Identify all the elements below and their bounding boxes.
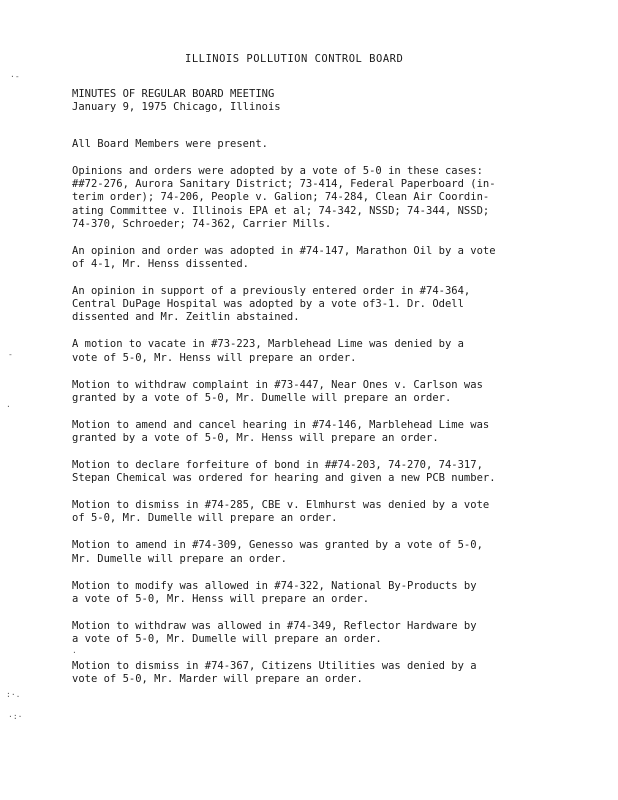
paragraph-line: ating Committee v. Illinois EPA et al; 74-342, NSSD; 74-344, NSSD; (72, 204, 490, 217)
paragraph-line: a vote of 5-0, Mr. Dumelle will prepare an order. (72, 633, 382, 646)
minutes-paragraph (72, 499, 592, 525)
heading-line: January 9, 1975 Chicago, Illinois (72, 101, 281, 113)
paragraph-line: Central DuPage Hospital was adopted by a vote of3-1. Dr. Odell (72, 298, 464, 311)
margin-speck: - (8, 350, 13, 359)
paragraph-line: a vote of 5-0, Mr. Henss will prepare an order. (72, 592, 370, 605)
minutes-paragraph (72, 165, 592, 231)
margin-speck: · (72, 648, 77, 657)
paragraph-line: Motion to dismiss in #74-285, CBE v. Elmhurst was denied by a vote (72, 499, 490, 512)
paragraph-line: 74-370, Schroeder; 74-362, Carrier Mills. (72, 217, 332, 230)
paragraph-line: vote of 5-0, Mr. Henss will prepare an order. (72, 351, 357, 364)
paragraph-line: granted by a vote of 5-0, Mr. Dumelle will prepare an order. (72, 391, 452, 404)
paragraph-line: Motion to dismiss in #74-367, Citizens Utilities was denied by a (72, 660, 477, 673)
paragraph-line: of 4-1, Mr. Henss dissented. (72, 258, 250, 271)
paragraph-line: Motion to amend and cancel hearing in #74-146, Marblehead Lime was (72, 418, 490, 431)
paragraph-line: of 5-0, Mr. Dumelle will prepare an order. (72, 512, 338, 525)
paragraph-line: ##72-276, Aurora Sanitary District; 73-414, Federal Paperboard (in- (72, 178, 496, 191)
paragraph-line: Motion to amend in #74-309, Genesso was granted by a vote of 5-0, (72, 539, 483, 552)
paragraph-line: All Board Members were present. (72, 138, 268, 150)
minutes-paragraph (72, 660, 592, 686)
paragraph-line: vote of 5-0, Mr. Marder will prepare an order. (72, 673, 363, 686)
paragraph-line: granted by a vote of 5-0, Mr. Henss will prepare an order. (72, 432, 439, 445)
paragraph-line: An opinion in support of a previously entered order in #74-364, (72, 285, 471, 298)
paragraph-line: Motion to withdraw complaint in #73-447, Near Ones v. Carlson was (72, 378, 483, 391)
paragraph-line: Motion to declare forfeiture of bond in ##74-203, 74-270, 74-317, (72, 459, 483, 472)
minutes-body (72, 138, 592, 700)
heading-line: MINUTES OF REGULAR BOARD MEETING (72, 88, 275, 100)
document-title: ILLINOIS POLLUTION CONTROL BOARD (185, 53, 404, 65)
minutes-paragraph (72, 379, 592, 405)
paragraph-line: A motion to vacate in #73-223, Marblehead Lime was denied by a (72, 338, 464, 351)
margin-speck: :·. (6, 690, 21, 699)
minutes-paragraph (72, 245, 592, 271)
paragraph-line: terim order); 74-206, People v. Galion; 74-284, Clean Air Coordin- (72, 191, 490, 204)
minutes-paragraph (72, 338, 592, 364)
meeting-heading (72, 88, 281, 114)
paragraph-line: Motion to modify was allowed in #74-322, National By-Products by (72, 579, 477, 592)
minutes-paragraph (72, 285, 592, 325)
minutes-paragraph (72, 419, 592, 445)
paragraph-line: Motion to withdraw was allowed in #74-349, Reflector Hardware by (72, 619, 477, 632)
paragraph-line: Mr. Dumelle will prepare an order. (72, 552, 287, 565)
paragraph-line: An opinion and order was adopted in #74-147, Marathon Oil by a vote (72, 244, 496, 257)
paragraph-line: dissented and Mr. Zeitlin abstained. (72, 311, 300, 324)
margin-speck: ·:· (8, 712, 23, 721)
minutes-paragraph (72, 580, 592, 606)
minutes-paragraph (72, 138, 592, 151)
minutes-paragraph (72, 539, 592, 565)
margin-speck: · (6, 402, 11, 411)
paragraph-line: Stepan Chemical was ordered for hearing and given a new PCB number. (72, 472, 496, 485)
minutes-paragraph (72, 620, 592, 646)
paragraph-line: Opinions and orders were adopted by a vote of 5-0 in these cases: (72, 165, 483, 177)
margin-speck: ·- (10, 72, 20, 81)
minutes-paragraph (72, 459, 592, 485)
